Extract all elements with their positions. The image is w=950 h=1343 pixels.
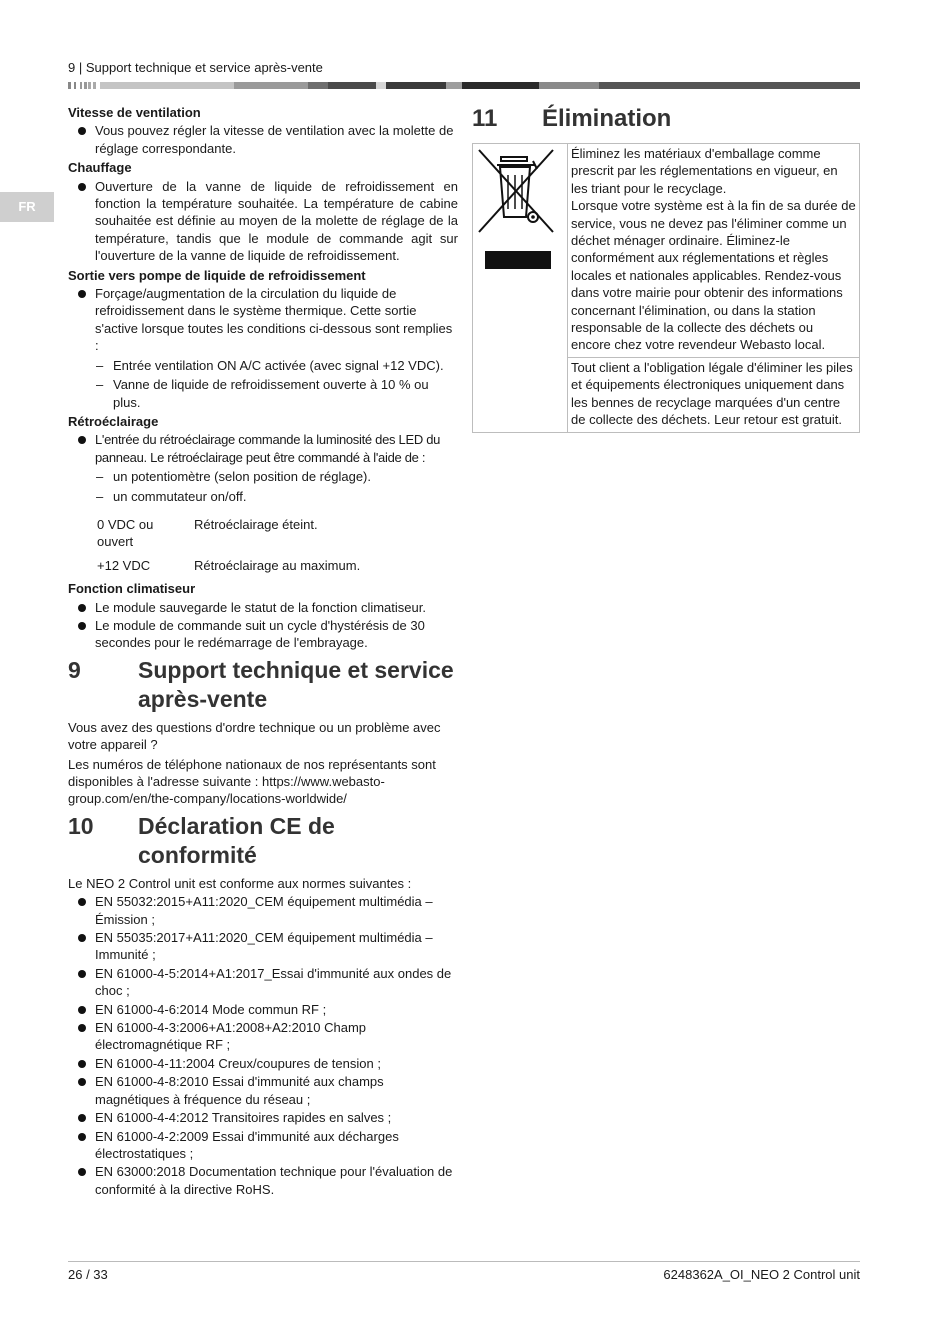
page-number: 26 / 33 — [68, 1267, 108, 1282]
table-text-cell — [568, 144, 860, 358]
table-row — [473, 144, 860, 358]
list-item: Vous pouvez régler la vitesse de ventilation avec la molette de réglage correspondante. — [68, 122, 458, 157]
disposal-table — [472, 143, 860, 433]
table-icon-cell — [473, 144, 568, 433]
list-item: EN 61000-4-6:2014 Mode commun RF ; — [68, 1001, 458, 1018]
language-tab: FR — [0, 192, 54, 222]
chauffage-list — [68, 178, 458, 265]
retro-value-table — [68, 516, 458, 574]
section-10-heading — [68, 812, 458, 870]
list-item: Le module de commande suit un cycle d'hystérésis de 30 secondes pour le redémarrage de l'embrayage. — [68, 617, 458, 652]
section-number: 9 — [68, 656, 81, 683]
list-item-text: L'entrée du rétroéclairage commande la luminosité des LED du panneau. Le rétroéclairage peut être commandé à l'aide de : — [95, 432, 441, 465]
climatiseur-list — [68, 599, 458, 652]
list-item: Ouverture de la vanne de liquide de refroidissement en fonction la température souhaitée. La température de cabine souhaitée est définie au moyen de la molette de réglage de la température, tandis que le module de commande agit sur l'ouverture de la vanne de liquide de refroidissement. — [68, 178, 458, 265]
footer-rule — [68, 1261, 860, 1262]
paragraph: Éliminez les matériaux d'emballage comme prescrit par les réglementations en vigueur, en les triant pour le recyclage. — [571, 146, 838, 196]
subheading-chauffage: Chauffage — [68, 160, 132, 176]
header-chapter-number: 9 — [68, 60, 76, 75]
list-item: EN 55035:2017+A11:2020_CEM équipement multimédia – Immunité ; — [68, 929, 458, 964]
retro-sublist — [95, 468, 458, 505]
list-item: EN 55032:2015+A11:2020_CEM équipement multimédia – Émission ; — [68, 893, 458, 928]
list-item: EN 61000-4-4:2012 Transitoires rapides en salves ; — [68, 1109, 458, 1126]
section-title: Support technique et service après-vente — [138, 656, 454, 712]
table-key: +12 VDC — [97, 557, 151, 573]
paragraph: Le NEO 2 Control unit est conforme aux normes suivantes : — [68, 875, 412, 891]
sublist-item: – un potentiomètre (selon position de réglage). — [95, 468, 458, 485]
table-key: 0 VDC ou ouvert — [97, 516, 154, 550]
list-item: EN 61000-4-2:2009 Essai d'immunité aux décharges électrostatiques ; — [68, 1128, 458, 1163]
list-item: EN 63000:2018 Documentation technique pour l'évaluation de conformité à la directive RoHS. — [68, 1163, 458, 1198]
paragraph: Vous avez des questions d'ordre technique ou un problème avec votre appareil ? — [68, 719, 441, 753]
table-value: Rétroéclairage éteint. — [194, 516, 318, 532]
table-value: Rétroéclairage au maximum. — [194, 557, 361, 573]
sublist-item: – Vanne de liquide de refroidissement ouverte à 10 % ou plus. — [95, 376, 458, 411]
list-item — [68, 431, 458, 505]
subheading-climatiseur: Fonction climatiseur — [68, 581, 196, 597]
left-column — [68, 104, 458, 1200]
list-item: EN 61000-4-8:2010 Essai d'immunité aux champs magnétiques à fréquence du réseau ; — [68, 1073, 458, 1108]
running-header: 9 | Support technique et service après-vente — [68, 60, 323, 75]
subheading-sortie-pompe: Sortie vers pompe de liquide de refroidissement — [68, 267, 366, 283]
section-9-heading — [68, 656, 458, 714]
subheading-ventilation: Vitesse de ventilation — [68, 105, 201, 120]
ventilation-list — [68, 122, 458, 157]
sortie-list — [68, 285, 458, 411]
sublist-item: – un commutateur on/off. — [95, 488, 458, 505]
table-row — [97, 557, 458, 574]
list-item: EN 61000-4-3:2006+A1:2008+A2:2010 Champ électromagnétique RF ; — [68, 1019, 458, 1054]
section-number: 11 — [472, 105, 498, 132]
list-item: EN 61000-4-5:2014+A1:2017_Essai d'immunité aux ondes de choc ; — [68, 965, 458, 1000]
list-item: Le module sauvegarde le statut de la fonction climatiseur. — [68, 599, 458, 616]
subheading-retroeclairage: Rétroéclairage — [68, 413, 159, 429]
crossed-out-wheelie-bin-icon — [477, 147, 555, 275]
retro-list — [68, 431, 458, 505]
document-id: 6248362A_OI_NEO 2 Control unit — [663, 1267, 860, 1282]
sublist-item: – Entrée ventilation ON A/C activée (avec signal +12 VDC). — [95, 357, 458, 374]
list-item-text: Forçage/augmentation de la circulation du liquide de refroidissement dans le système thermique. Cette sortie s'active lorsque toutes les conditions ci-dessous sont remplies : — [95, 286, 453, 354]
section-title: Élimination — [542, 105, 672, 132]
header-chapter-title: Support technique et service après-vente — [85, 60, 323, 75]
list-item: EN 61000-4-11:2004 Creux/coupures de tension ; — [68, 1055, 458, 1072]
list-item — [68, 285, 458, 411]
right-column — [472, 104, 860, 433]
section-title: Déclaration CE de conformité — [138, 812, 335, 868]
section-11-heading — [472, 104, 860, 133]
sortie-sublist — [95, 357, 458, 411]
paragraph: Les numéros de téléphone nationaux de nos représentants sont disponibles à l'adresse suivante : https://www.webasto-group.com/en/the-company/locations-worldwide/ — [68, 756, 436, 807]
header-decorative-bar — [68, 82, 860, 89]
standards-list — [68, 893, 458, 1198]
table-text-cell: Tout client a l'obligation légale d'éliminer les piles et équipements électroniques uniquement dans les bennes de recyclage marquées d'un centre de collecte des déchets. Leur retour est gratuit. — [568, 357, 860, 432]
section-number: 10 — [68, 812, 94, 839]
table-row — [97, 516, 458, 551]
paragraph: Lorsque votre système est à la fin de sa durée de service, vous ne devez pas l'éliminer comme un déchet ménager ordinaire. Éliminez-le conformément aux réglementations et règles locales et nationales applicables. Rendez-vous dans votre mairie pour obtenir des informations concernant l'élimination, ou dans la station responsable de la collecte des déchets ou encore chez votre revendeur Webasto local. — [571, 198, 856, 353]
